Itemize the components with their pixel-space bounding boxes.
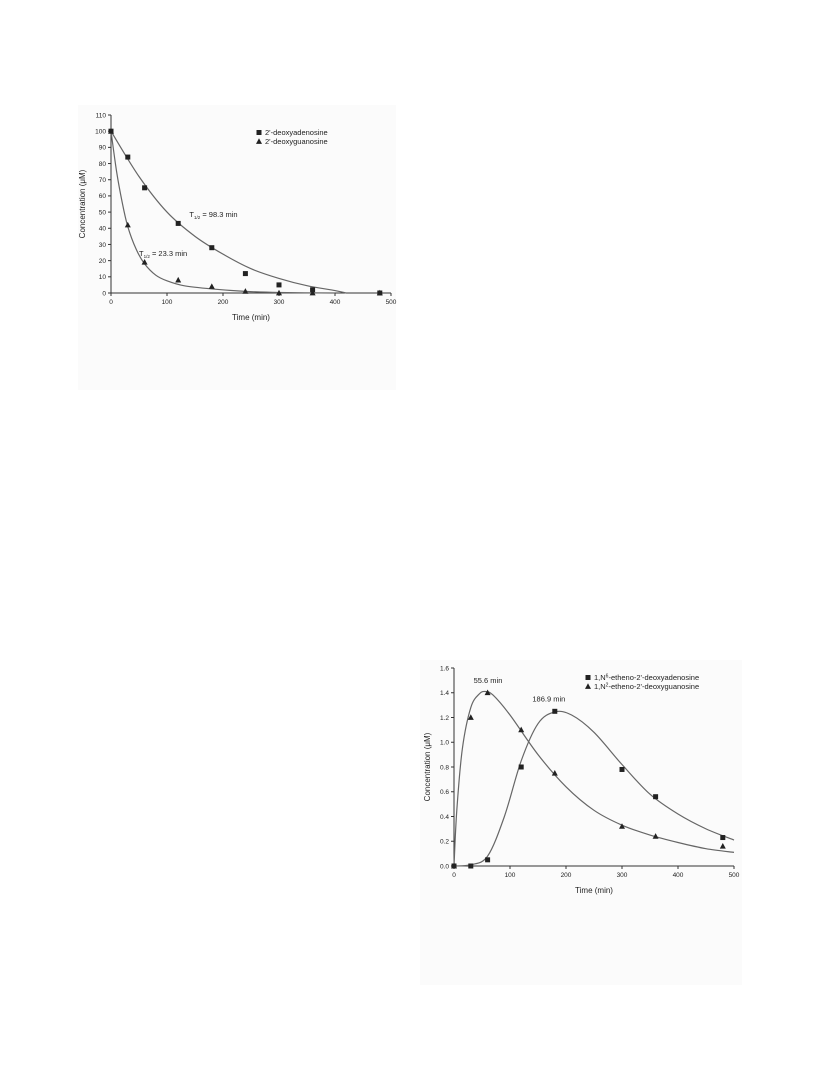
data-point-series-1 xyxy=(485,857,490,862)
data-point-series-1 xyxy=(142,185,147,190)
x-tick-label: 500 xyxy=(385,299,397,306)
decay-chart xyxy=(78,105,396,390)
x-tick-label: 200 xyxy=(560,872,572,879)
data-point-series-1 xyxy=(243,271,248,276)
x-axis-title: Time (min) xyxy=(575,886,613,895)
y-tick-label: 90 xyxy=(98,144,106,152)
annotation-2: 186.9 min xyxy=(532,694,566,704)
y-tick-label: 80 xyxy=(98,160,106,168)
y-axis-title: Concentration (μM) xyxy=(78,169,87,239)
legend-marker-series-2 xyxy=(585,683,591,689)
y-tick-label: 0.4 xyxy=(439,813,449,821)
formation-chart xyxy=(420,660,742,985)
y-tick-label: 100 xyxy=(95,128,106,136)
y-tick-label: 50 xyxy=(98,209,106,217)
data-point-series-1 xyxy=(552,709,557,714)
y-tick-label: 30 xyxy=(98,241,106,249)
y-tick-label: 0.2 xyxy=(439,838,449,846)
data-point-series-2 xyxy=(125,222,131,228)
y-tick-label: 1.4 xyxy=(439,690,449,698)
data-point-series-1 xyxy=(125,155,130,160)
data-point-series-1 xyxy=(519,765,524,770)
y-tick-label: 0 xyxy=(102,290,106,298)
legend-marker-series-1 xyxy=(257,130,262,135)
annotation-1: $T_{1/2} = 98.3$ min xyxy=(189,209,238,220)
fit-curve-series-1 xyxy=(454,711,734,866)
x-tick-label: 300 xyxy=(616,872,628,879)
y-tick-label: 1.2 xyxy=(439,714,449,722)
x-tick-label: 300 xyxy=(273,299,285,306)
data-point-series-1 xyxy=(468,864,473,869)
y-tick-label: 110 xyxy=(95,112,106,120)
x-tick-label: 100 xyxy=(504,872,516,879)
y-tick-label: 70 xyxy=(98,177,106,185)
y-tick-label: 0.6 xyxy=(439,789,449,797)
y-tick-label: 60 xyxy=(98,193,106,201)
x-tick-label: 200 xyxy=(217,299,229,306)
data-point-series-1 xyxy=(720,835,725,840)
y-tick-label: 20 xyxy=(98,257,106,265)
legend-label-series-2: 2'-deoxyguanosine xyxy=(265,137,328,146)
data-point-series-1 xyxy=(209,245,214,250)
y-tick-label: 0.8 xyxy=(439,764,449,772)
annotation-2: $T_{1/2} = 23.3$ min xyxy=(139,248,188,259)
x-tick-label: 0 xyxy=(109,299,113,306)
x-axis-title: Time (min) xyxy=(232,313,270,322)
annotation-1: 55.6 min xyxy=(473,675,503,685)
legend-label-series-1: 2'-deoxyadenosine xyxy=(265,128,328,137)
data-point-series-2 xyxy=(175,277,181,283)
data-point-series-1 xyxy=(620,767,625,772)
data-point-series-1 xyxy=(176,221,181,226)
legend-label-series-2: $1,N^2-etheno-2'$-deoxyguanosine xyxy=(594,682,700,691)
x-tick-label: 500 xyxy=(728,872,740,879)
y-tick-label: 0.0 xyxy=(439,863,449,871)
y-tick-label: 40 xyxy=(98,225,106,233)
chart-panel-formation xyxy=(420,660,742,985)
data-point-series-1 xyxy=(653,794,658,799)
x-tick-label: 400 xyxy=(329,299,341,306)
chart-panel-decay xyxy=(78,105,396,390)
data-point-series-1 xyxy=(277,282,282,287)
y-axis-title: Concentration (μM) xyxy=(423,732,432,802)
legend-marker-series-1 xyxy=(586,675,591,680)
x-tick-label: 100 xyxy=(161,299,173,306)
data-point-series-2 xyxy=(209,283,215,289)
x-tick-label: 400 xyxy=(672,872,684,879)
y-tick-label: 1.0 xyxy=(439,739,449,747)
legend-label-series-1: $1,N^6-etheno-2'$-deoxyadenosine xyxy=(594,673,700,682)
y-tick-label: 1.6 xyxy=(439,665,449,673)
y-tick-label: 10 xyxy=(98,274,106,282)
data-point-series-2 xyxy=(720,843,726,849)
legend-marker-series-2 xyxy=(256,138,262,144)
x-tick-label: 0 xyxy=(452,872,456,879)
